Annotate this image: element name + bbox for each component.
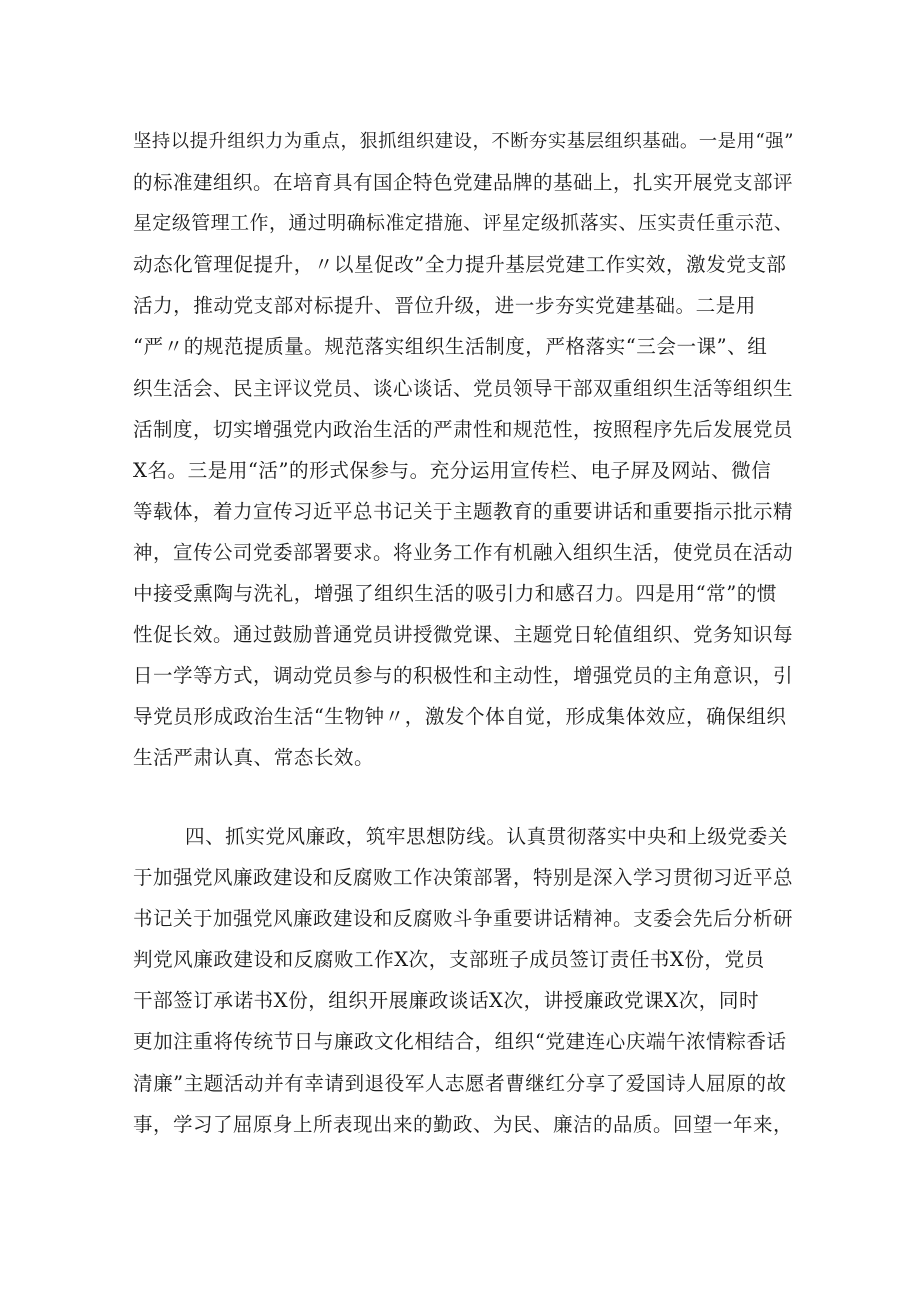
text-line: 事，学习了屈原身上所表现出来的勤政、为民、廉洁的品质。回望一年来， <box>133 1112 794 1136</box>
paragraph-party-integrity <box>133 816 793 1145</box>
text-line: 性促长效。通过鼓励普通党员讲授微党课、主题党日轮值组织、党务知识每 <box>133 623 794 647</box>
text-line: “严〃的规范提质量。规范落实组织生活制度，严格落实“三会一课”、组 <box>133 335 768 359</box>
text-line: 织生活会、民主评议党员、谈心谈话、党员领导干部双重组织生活等组织生 <box>133 376 794 400</box>
text-line: 动态化管理促提升，〃以星促改”全力提升基层党建工作实效，激发党支部 <box>133 253 787 277</box>
text-line: 星定级管理工作，通过明确标准定措施、评星定级抓落实、压实责任重示范、 <box>133 212 794 235</box>
text-line: 活制度，切实增强党内政治生活的严肃性和规范性，按照程序先后发展党员 <box>133 417 794 441</box>
text-line: 更加注重将传统节日与廉政文化相结合，组织“党建连心庆端午浓情粽香话 <box>133 1030 787 1054</box>
text-line: 中接受熏陶与洗礼，增强了组织生活的吸引力和感召力。四是用“常”的惯 <box>133 582 777 606</box>
paragraph-organization-building <box>133 121 793 779</box>
text-line: 坚持以提升组织力为重点，狠抓组织建设，不断夯实基层组织基础。一是用“强” <box>133 131 794 152</box>
text-line: 活力，推动党支部对标提升、晋位升级，进一步夯实党建基础。二是用 <box>133 294 756 318</box>
text-line: 神，宣传公司党委部署要求。将业务工作有机融入组织生活，使党员在活动 <box>133 540 794 564</box>
text-line: 干部签订承诺书X份，组织开展廉政谈话X次，讲授廉政党课X次，同时 <box>133 989 760 1013</box>
text-line: 等载体，着力宣传习近平总书记关于主题教育的重要讲话和重要指示批示精 <box>133 499 794 523</box>
text-line: X名。三是用“活”的形式保参与。充分运用宣传栏、电子屏及网站、微信 <box>133 458 772 482</box>
section-heading-line: 四、抓实党风廉政，筑牢思想防线。认真贯彻落实中央和上级党委关 <box>185 825 788 848</box>
text-line: 清廉”主题活动并有幸请到退役军人志愿者曹继红分享了爱国诗人屈原的故 <box>133 1071 787 1095</box>
text-line: 生活严肃认真、常态长效。 <box>133 746 375 770</box>
text-line: 书记关于加强党风廉政建设和反腐败斗争重要讲话精神。支委会先后分析研 <box>133 907 794 931</box>
text-line: 的标准建组织。在培育具有国企特色党建品牌的基础上，扎实开展党支部评 <box>133 171 794 195</box>
text-line: 日一学等方式，调动党员参与的积极性和主动性，增强党员的主角意识，引 <box>133 664 794 688</box>
text-line: 判党风廉政建设和反腐败工作X次，支部班子成员签订责任书X份，党员 <box>133 948 765 972</box>
text-line: 导党员形成政治生活“生物钟〃，激发个体自觉，形成集体效应，确保组织 <box>133 705 787 729</box>
text-line: 于加强党风廉政建设和反腐败工作决策部署，特别是深入学习贯彻习近平总 <box>133 866 794 890</box>
